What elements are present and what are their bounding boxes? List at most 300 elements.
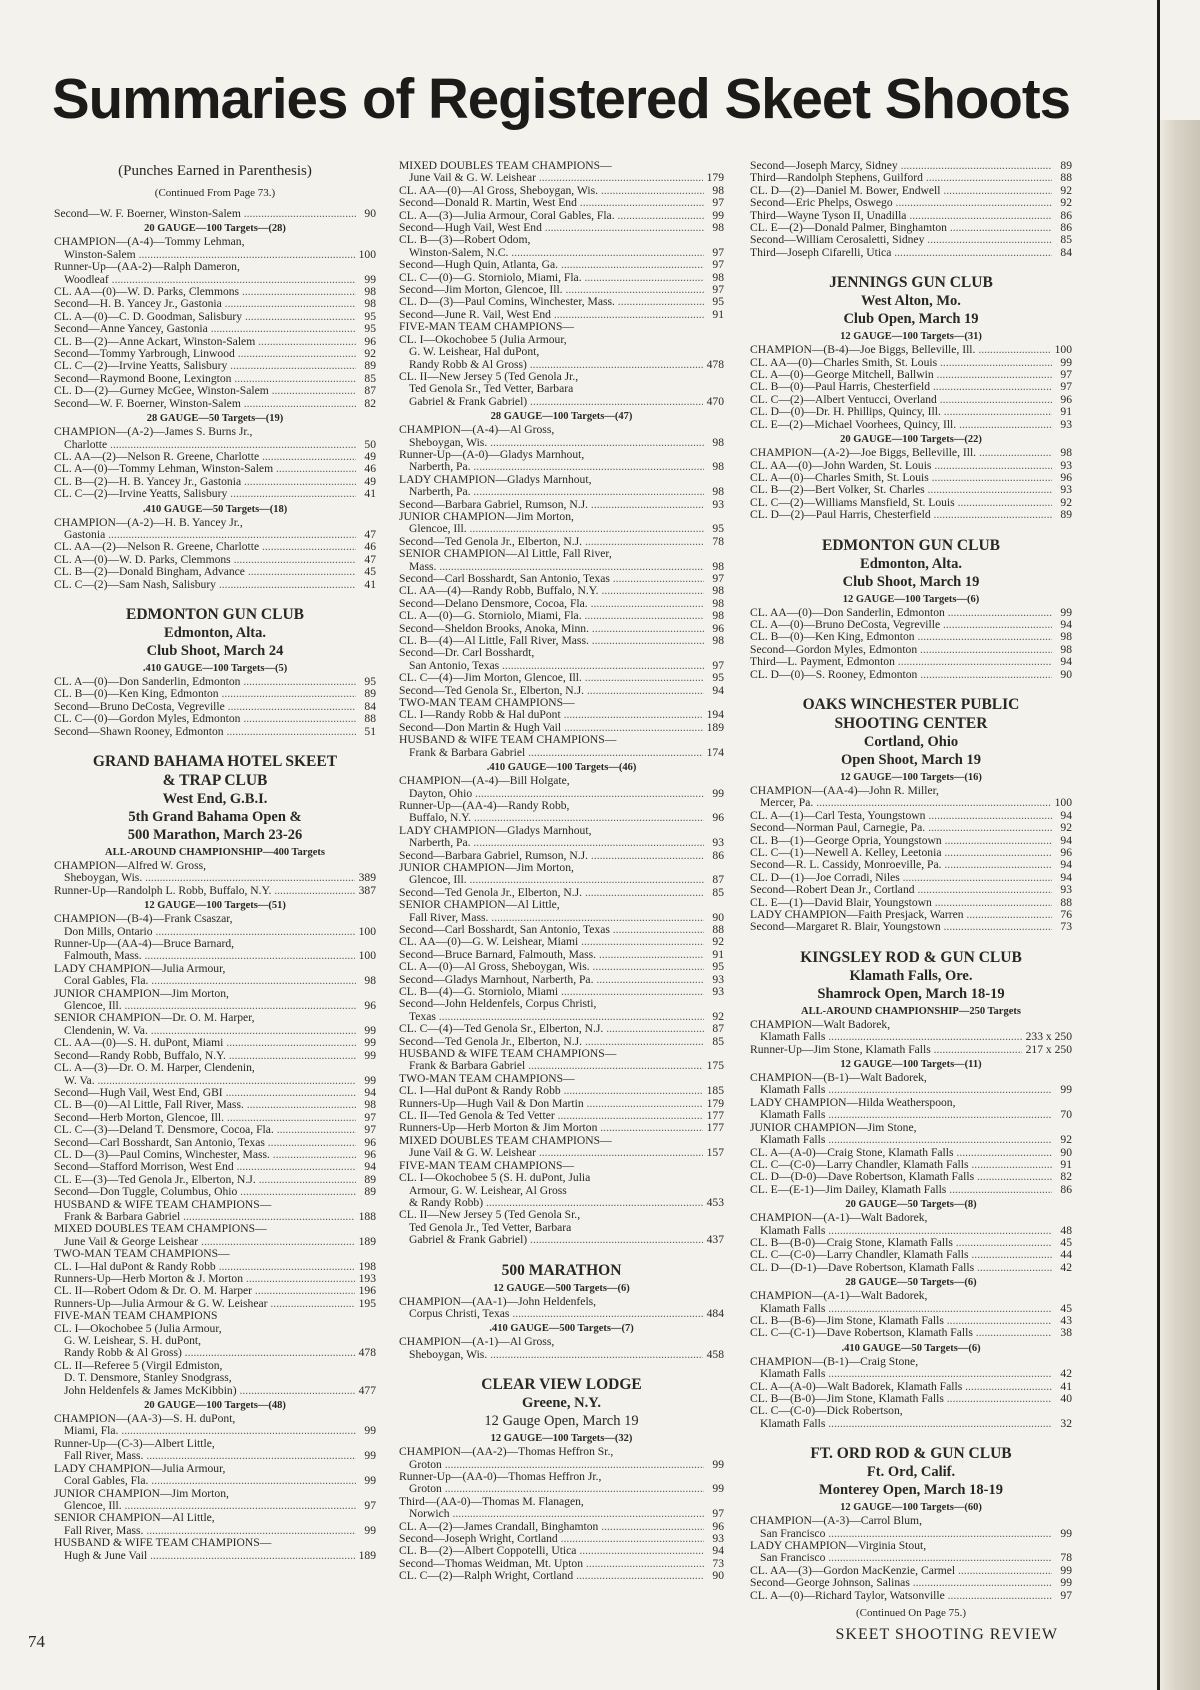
result-line (750, 234, 1072, 246)
entry-score: 85 (712, 1034, 724, 1048)
result-line (750, 835, 1072, 847)
result-line (399, 536, 724, 548)
result-line (399, 1098, 724, 1110)
entry-text: Corpus Christi, Texas ..... (409, 1308, 703, 1320)
entry-score: 98 (364, 974, 376, 988)
entry-score: 97 (712, 245, 724, 259)
entry-text: Second—Bruce Barnard, Falmouth, Mass. ..... (399, 949, 704, 961)
entry-text: Second—Joseph Marcy, Sidney ..... (750, 160, 1052, 172)
entry-text: CHAMPION—Walt Badorek, (750, 1018, 891, 1031)
entry-text: Buffalo, N.Y. ..... (409, 812, 704, 824)
entry-score: 99 (1060, 1576, 1072, 1590)
result-line-continued (399, 1060, 724, 1072)
entry-text: Second—Don Tuggle, Columbus, Ohio ..... (54, 1186, 356, 1198)
result-line (54, 517, 376, 529)
entry-text: Second—Eric Phelps, Oswego ..... (750, 197, 1052, 209)
entry-score: 84 (1060, 245, 1072, 259)
entry-score: 98 (712, 584, 724, 598)
result-line (399, 986, 724, 998)
club-heading: SHOOTING CENTER (834, 714, 988, 732)
event-heading: 12 Gauge Open, March 19 (484, 1413, 639, 1430)
result-line-continued (399, 1308, 724, 1320)
result-line (399, 1172, 724, 1184)
entry-text: Runner-Up—(AA-0)—Thomas Heffron Jr., (399, 1470, 602, 1483)
entry-score: 96 (364, 999, 376, 1013)
result-line (750, 1381, 1072, 1393)
entry-score: 189 (358, 1234, 376, 1248)
result-line (399, 185, 724, 197)
entry-text: Second—William Cerosaletti, Sidney ..... (750, 234, 1052, 246)
entry-text: CL. C—(0)—G. Storniolo, Miami, Fla. ..... (399, 272, 704, 284)
entry-score: 73 (1060, 920, 1072, 934)
entry-text: CHAMPION—(A-4)—Al Gross, (399, 424, 555, 437)
entry-score: 88 (712, 922, 724, 936)
entry-text: CL. C—(1)—Newell A. Kelley, Leetonia ..... (750, 847, 1052, 859)
entry-text: CL. B—(0)—Ken King, Edmonton ..... (54, 688, 356, 700)
result-line (399, 623, 724, 635)
entry-text: CL. B—(0)—Ken King, Edmonton ..... (750, 631, 1052, 643)
entry-score: 88 (1060, 895, 1072, 909)
entry-text: Second—Ted Genola Sr., Elberton, N.J. ..... (399, 685, 704, 697)
entry-text: Third—Randolph Stephens, Guilford ..... (750, 172, 1052, 184)
result-line (54, 360, 376, 372)
entry-score: 88 (364, 712, 376, 726)
result-line-continued (399, 1185, 724, 1197)
entry-text: CL. E—(3)—Ted Genola Jr., Elberton, N.J. ..... (54, 1174, 356, 1186)
club-subheading: Open Shoot, March 19 (841, 751, 981, 768)
entry-text: Second—Don Martin & Hugh Vail ..... (399, 722, 703, 734)
entry-score: 97 (712, 283, 724, 297)
entry-text: Randy Robb & Al Gross) ..... (64, 1347, 355, 1359)
result-line (54, 938, 376, 950)
entry-score: 189 (358, 1548, 376, 1562)
entry-text: CL. C—(4)—Jim Morton, Glencoe, Ill. ..... (399, 672, 704, 684)
entry-score: 98 (364, 1098, 376, 1112)
entry-text: Second—Delano Densmore, Cocoa, Fla. ..... (399, 598, 704, 610)
entry-text: CL. A—(3)—Julia Armour, Coral Gables, Fla. ..... (399, 210, 704, 222)
entry-text: FIVE-MAN TEAM CHAMPIONS (54, 1310, 218, 1323)
entry-score: 478 (706, 357, 724, 371)
entry-score: 99 (712, 1482, 724, 1496)
event-subheading: .410 GAUGE—100 Targets—(46) (486, 762, 637, 774)
result-line (399, 585, 724, 597)
entry-score: 99 (1060, 1563, 1072, 1577)
entry-score: 96 (1060, 392, 1072, 406)
result-line (54, 373, 376, 385)
entry-score: 44 (1060, 1248, 1072, 1262)
entry-text: CL. I—Okochobee 5 (S. H. duPont, Julia (399, 1172, 591, 1185)
entry-score: 96 (364, 1147, 376, 1161)
entry-text: Second—W. F. Boerner, Winston-Salem ..... (54, 398, 356, 410)
entry-score: 99 (364, 1073, 376, 1087)
entry-text: Second—W. F. Boerner, Winston-Salem ..... (54, 208, 356, 220)
column-3 (750, 160, 1072, 1628)
entry-text: CL. C—(2)—Sam Nash, Salisbury ..... (54, 579, 356, 591)
entry-text: CHAMPION—(AA-4)—John R. Miller, (750, 784, 939, 797)
event-subheading: 12 GAUGE—100 Targets—(16) (840, 771, 982, 783)
entry-score: 100 (358, 949, 376, 963)
entry-score: 45 (364, 565, 376, 579)
entry-text: CL. D—(0)—Dr. H. Phillips, Quincy, Ill. ..... (750, 406, 1052, 418)
result-line (54, 1099, 376, 1111)
entry-score: 177 (706, 1121, 724, 1135)
entry-text: CL. B—(1)—George Opria, Youngstown ..... (750, 835, 1052, 847)
entry-text: Sheboygan, Wis. ..... (409, 1349, 703, 1361)
entry-score: 89 (364, 1185, 376, 1199)
result-line (750, 484, 1072, 496)
result-line (399, 334, 724, 346)
entry-text: D. T. Densmore, Stanley Snodgrass, (64, 1372, 232, 1385)
result-line-continued (54, 1500, 376, 1512)
entry-score: 70 (1060, 1108, 1072, 1122)
entry-text: San Francisco ..... (760, 1528, 1052, 1540)
result-line (750, 607, 1072, 619)
result-line (750, 1577, 1072, 1589)
entry-text: Runners-Up—Herb Morton & J. Morton ..... (54, 1273, 355, 1285)
result-line (750, 631, 1072, 643)
result-line (750, 1184, 1072, 1196)
club-heading: OAKS WINCHESTER PUBLIC (802, 695, 1020, 713)
entry-text: CL. I—Okochobee 5 (Julia Armour, (399, 333, 567, 346)
entry-score: 88 (1060, 171, 1072, 185)
entry-text: CL. D—(3)—Paul Comins, Winchester, Mass. ..... (54, 1149, 356, 1161)
result-line-continued (750, 1134, 1072, 1146)
entry-score: 98 (364, 297, 376, 311)
result-line (750, 394, 1072, 406)
entry-score: 387 (358, 883, 376, 897)
result-line-continued (399, 383, 724, 395)
result-line (750, 381, 1072, 393)
result-line (399, 709, 724, 721)
entry-score: 94 (712, 683, 724, 697)
club-subheading: 5th Grand Bahama Open & (128, 809, 302, 825)
entry-text: CL. C—(0)—Gordon Myles, Edmonton ..... (54, 713, 356, 725)
result-line (750, 619, 1072, 631)
section-gap (54, 591, 376, 605)
result-line (54, 1199, 376, 1211)
entry-text: Second—Carl Bosshardt, San Antonio, Texas ..... (54, 1137, 356, 1149)
entry-score: 470 (706, 394, 724, 408)
result-line (54, 1174, 376, 1186)
club-heading: 500 MARATHON (501, 1261, 622, 1279)
entry-score: 94 (1060, 655, 1072, 669)
entry-text: Fall River, Mass. ..... (64, 1450, 356, 1462)
entry-score: 98 (712, 609, 724, 623)
result-line (399, 511, 724, 523)
entry-score: 97 (712, 196, 724, 210)
club-subheading: Klamath Falls, Ore. (849, 967, 973, 984)
entry-text: Klamath Falls ..... (760, 1109, 1052, 1121)
entry-score: 179 (706, 1096, 724, 1110)
entry-score: 78 (1060, 1551, 1072, 1565)
entry-score: 48 (1060, 1223, 1072, 1237)
result-line (750, 1290, 1072, 1302)
result-line (54, 323, 376, 335)
entry-text: SENIOR CHAMPION—Al Little, Fall River, (399, 548, 612, 561)
result-line (54, 1537, 376, 1549)
result-line-continued (54, 1236, 376, 1248)
entry-text: Second—John Heldenfels, Corpus Christi, (399, 998, 597, 1011)
entry-score: 99 (1060, 1526, 1072, 1540)
result-line (54, 236, 376, 248)
entry-score: 92 (1060, 821, 1072, 835)
entry-score: 98 (712, 435, 724, 449)
entry-score: 97 (712, 572, 724, 585)
entry-score: 93 (712, 1532, 724, 1545)
result-line (54, 1050, 376, 1062)
entry-score: 95 (712, 522, 724, 536)
note-small: (Continued From Page 73.) (154, 187, 276, 199)
entry-score: 92 (712, 935, 724, 949)
entry-text: CL. B—(B-0)—Jim Stone, Klamath Falls ..... (750, 1393, 1052, 1405)
entry-text: CL. D—(D-1)—Dave Robertson, Klamath Falls ..... (750, 1262, 1052, 1274)
result-line (750, 460, 1072, 472)
entry-score: 93 (1060, 458, 1072, 472)
entry-score: 95 (712, 295, 724, 309)
entry-score: 196 (358, 1284, 376, 1298)
entry-text: LADY CHAMPION—Gladys Marnhout, (399, 824, 592, 837)
result-line (399, 197, 724, 209)
entry-text: CL. E—(2)—Michael Voorhees, Quincy, Ill. ..... (750, 419, 1052, 431)
result-line (54, 688, 376, 700)
entry-score: 94 (364, 1085, 376, 1099)
result-line (750, 897, 1072, 909)
entry-score: 91 (712, 307, 724, 321)
entry-score: 92 (364, 347, 376, 361)
result-line (399, 1471, 724, 1483)
result-line (54, 1137, 376, 1149)
entry-text: CHAMPION—(B-1)—Craig Stone, (750, 1355, 919, 1368)
entry-text: Third—L. Payment, Edmonton ..... (750, 656, 1052, 668)
result-line (750, 1405, 1072, 1417)
result-line-continued (750, 1225, 1072, 1237)
entry-score: 41 (364, 487, 376, 501)
result-line (399, 1336, 724, 1348)
entry-text: CL. B—(2)—Albert Coppotelli, Utica ..... (399, 1545, 704, 1557)
entry-text: G. W. Leishear, S. H. duPont, (64, 1335, 202, 1348)
result-line (399, 222, 724, 234)
entry-text: HUSBAND & WIFE TEAM CHAMPIONS— (399, 1048, 617, 1061)
entry-text: CL. E—(1)—David Blair, Youngstown ..... (750, 897, 1052, 909)
entry-text: CHAMPION—(AA-3)—S. H. duPont, (54, 1413, 236, 1426)
result-line (750, 419, 1072, 431)
entry-text: Miami, Fla. ..... (64, 1425, 356, 1437)
magazine-footer: SKEET SHOOTING REVIEW (835, 1626, 1058, 1643)
entry-score: 41 (364, 577, 376, 591)
entry-text: Klamath Falls ..... (760, 1084, 1052, 1096)
entry-score: 478 (358, 1346, 376, 1360)
result-line (750, 1315, 1072, 1327)
entry-text: Third—Wayne Tyson II, Unadilla ..... (750, 210, 1052, 222)
entry-text: CL. AA—(0)—G. W. Leishear, Miami ..... (399, 936, 704, 948)
entry-score: 90 (1060, 1145, 1072, 1159)
entry-score: 98 (712, 221, 724, 235)
entry-score: 38 (1060, 1326, 1072, 1340)
entry-text: Runner-Up—(AA-2)—Ralph Dameron, (54, 261, 240, 274)
result-line-continued (399, 1197, 724, 1209)
entry-text: G. W. Leishear, Hal duPont, (409, 346, 540, 359)
entry-text: CL. D—(3)—Paul Comins, Winchester, Mass. ..... (399, 296, 704, 308)
club-heading: KINGSLEY ROD & GUN CLUB (800, 948, 1022, 966)
entry-text: CL. E—(2)—Donald Palmer, Binghamton ..... (750, 222, 1052, 234)
result-line (54, 913, 376, 925)
result-line (54, 298, 376, 310)
entry-text: Glencoe, Ill. ..... (409, 523, 704, 535)
result-line-continued (399, 1459, 724, 1471)
entry-text: San Antonio, Texas ..... (409, 660, 704, 672)
entry-score: 93 (712, 836, 724, 850)
result-line (399, 610, 724, 622)
entry-text: Fall River, Mass. ..... (409, 912, 704, 924)
event-subheading: 28 GAUGE—50 Targets—(19) (146, 413, 284, 425)
entry-text: CL. I—Hal duPont & Randy Robb ..... (399, 1085, 703, 1097)
entry-text: CL. AA—(0)—Charles Smith, St. Louis ..... (750, 357, 1052, 369)
entry-text: Second—Sheldon Brooks, Anoka, Minn. ..... (399, 623, 704, 635)
result-line (399, 974, 724, 986)
result-line-continued (399, 437, 724, 449)
entry-text: Second—Anne Yancey, Gastonia ..... (54, 323, 356, 335)
result-line (399, 672, 724, 684)
entry-text: SENIOR CHAMPION—Dr. O. M. Harper, (54, 1012, 255, 1025)
entry-text: CL. B—(2)—Donald Bingham, Advance ..... (54, 566, 356, 578)
result-line (750, 160, 1072, 172)
entry-text: TWO-MAN TEAM CHAMPIONS— (54, 1248, 230, 1261)
entry-score: 95 (364, 309, 376, 323)
entry-text: Second—Gordon Myles, Edmonton ..... (750, 644, 1052, 656)
result-line (54, 311, 376, 323)
club-heading: & TRAP CLUB (162, 772, 268, 789)
entry-score: 389 (358, 871, 376, 885)
entry-score: 157 (706, 1146, 724, 1160)
result-line (54, 1413, 376, 1425)
entry-text: CHAMPION—(A-1)—Al Gross, (399, 1336, 555, 1349)
result-line (750, 1019, 1072, 1031)
entry-score: 92 (1060, 495, 1072, 509)
entry-text: CHAMPION—(A-2)—H. B. Yancey Jr., (54, 516, 243, 529)
result-line (399, 862, 724, 874)
result-line (750, 1249, 1072, 1261)
entry-text: Frank & Barbara Gabriel ..... (64, 1211, 355, 1223)
result-line (750, 1515, 1072, 1527)
entry-score: 51 (364, 724, 376, 738)
entry-score: 98 (1060, 446, 1072, 460)
result-line (750, 222, 1072, 234)
entry-score: 95 (712, 960, 724, 974)
entry-score: 100 (358, 247, 376, 261)
entry-score: 91 (1060, 1157, 1072, 1171)
entry-text: CL. B—(4)—G. Storniolo, Miami ..... (399, 986, 704, 998)
entry-text: CL. D—(2)—Paul Harris, Chesterfield ..... (750, 509, 1052, 521)
event-subheading: 12 GAUGE—100 Targets—(60) (840, 1502, 982, 1514)
entry-score: 95 (712, 671, 724, 685)
entry-text: CL. AA—(0)—John Warden, St. Louis ..... (750, 460, 1052, 472)
result-line-continued (399, 1011, 724, 1023)
club-subheading: Cortland, Ohio (863, 733, 959, 750)
result-line-continued (399, 747, 724, 759)
result-line (399, 734, 724, 746)
page-title: Summaries of Registered Skeet Shoots (52, 67, 1071, 131)
result-line (399, 1296, 724, 1308)
result-line (750, 1540, 1072, 1552)
entry-text: June Vail & G. W. Leishear ..... (409, 172, 703, 184)
entry-text: Second—Stafford Morrison, West End ..... (54, 1161, 356, 1173)
result-line-continued (54, 1372, 376, 1384)
note-small: (Continued On Page 75.) (856, 1607, 966, 1620)
entry-score: 87 (712, 873, 724, 887)
entry-text: Klamath Falls ..... (760, 1031, 1022, 1043)
result-line (750, 656, 1072, 668)
entry-score: 94 (712, 1544, 724, 1558)
result-line (399, 825, 724, 837)
entry-score: 94 (1060, 870, 1072, 884)
entry-text: Third—Joseph Cifarelli, Utica ..... (750, 247, 1052, 259)
entry-score: 93 (1060, 417, 1072, 431)
entry-score: 93 (1060, 483, 1072, 497)
entry-text: CL. A—(3)—Dr. O. M. Harper, Clendenin, (54, 1062, 255, 1075)
result-line-continued (750, 1084, 1072, 1096)
result-line (750, 669, 1072, 681)
entry-text: CL. B—(2)—H. B. Yancey Jr., Gastonia ..... (54, 476, 356, 488)
entry-score: 97 (364, 1123, 376, 1137)
club-subheading: Monterey Open, March 18-19 (819, 1482, 1003, 1499)
entry-score: 46 (364, 462, 376, 476)
club-subheading: Club Shoot, March 24 (146, 642, 284, 659)
result-line-continued (54, 1475, 376, 1487)
entry-score: 98 (712, 596, 724, 610)
entry-text: CHAMPION—(A-3)—Carrol Blum, (750, 1515, 922, 1528)
result-line-continued (750, 1418, 1072, 1430)
result-line (399, 850, 724, 862)
result-line (54, 1261, 376, 1273)
event-subheading: 12 GAUGE—100 Targets—(11) (840, 1059, 982, 1071)
entry-text: Klamath Falls ..... (760, 1303, 1052, 1315)
result-line (399, 647, 724, 659)
result-line-continued (54, 529, 376, 541)
entry-score: 97 (712, 258, 724, 272)
entry-score: 189 (706, 720, 724, 734)
event-subheading: 12 GAUGE—100 Targets—(31) (840, 331, 982, 343)
result-line (399, 998, 724, 1010)
result-line-continued (750, 1368, 1072, 1380)
entry-text: CL. D—(2)—Daniel M. Bower, Endwell ..... (750, 185, 1052, 197)
entry-text: JUNIOR CHAMPION—Jim Morton, (54, 987, 229, 1000)
entry-text: Second—Herb Morton, Glencoe, Ill. ..... (54, 1112, 356, 1124)
entry-text: CL. A—(0)—C. D. Goodman, Salisbury ..... (54, 311, 356, 323)
entry-text: CL. E—(E-1)—Jim Dailey, Klamath Falls ..... (750, 1184, 1052, 1196)
result-line (54, 988, 376, 1000)
entry-score: 47 (364, 527, 376, 541)
section-gap (399, 1247, 724, 1261)
entry-text: LADY CHAMPION—Julia Armour, (54, 1462, 226, 1475)
result-line (750, 247, 1072, 259)
entry-score: 233 x 250 (1025, 1030, 1072, 1044)
entry-score: 100 (1054, 796, 1072, 810)
entry-text: LADY CHAMPION—Hilda Weatherspoon, (750, 1096, 956, 1109)
entry-text: CHAMPION—(AA-1)—John Heldenfels, (399, 1295, 597, 1308)
result-line (54, 1062, 376, 1074)
result-line (54, 860, 376, 872)
entry-score: 90 (1060, 667, 1072, 681)
result-line-continued (399, 1483, 724, 1495)
entry-text: CL. B—(B-6)—Jim Stone, Klamath Falls ..... (750, 1315, 1052, 1327)
result-line-continued (750, 1109, 1072, 1121)
entry-text: CL. D—(0)—S. Rooney, Edmonton ..... (750, 669, 1052, 681)
entry-score: 42 (1060, 1367, 1072, 1381)
result-line-continued (399, 359, 724, 371)
event-subheading: 12 GAUGE—100 Targets—(6) (842, 593, 980, 605)
entry-text: Second—Raymond Boone, Lexington ..... (54, 373, 356, 385)
result-line-continued (54, 872, 376, 884)
